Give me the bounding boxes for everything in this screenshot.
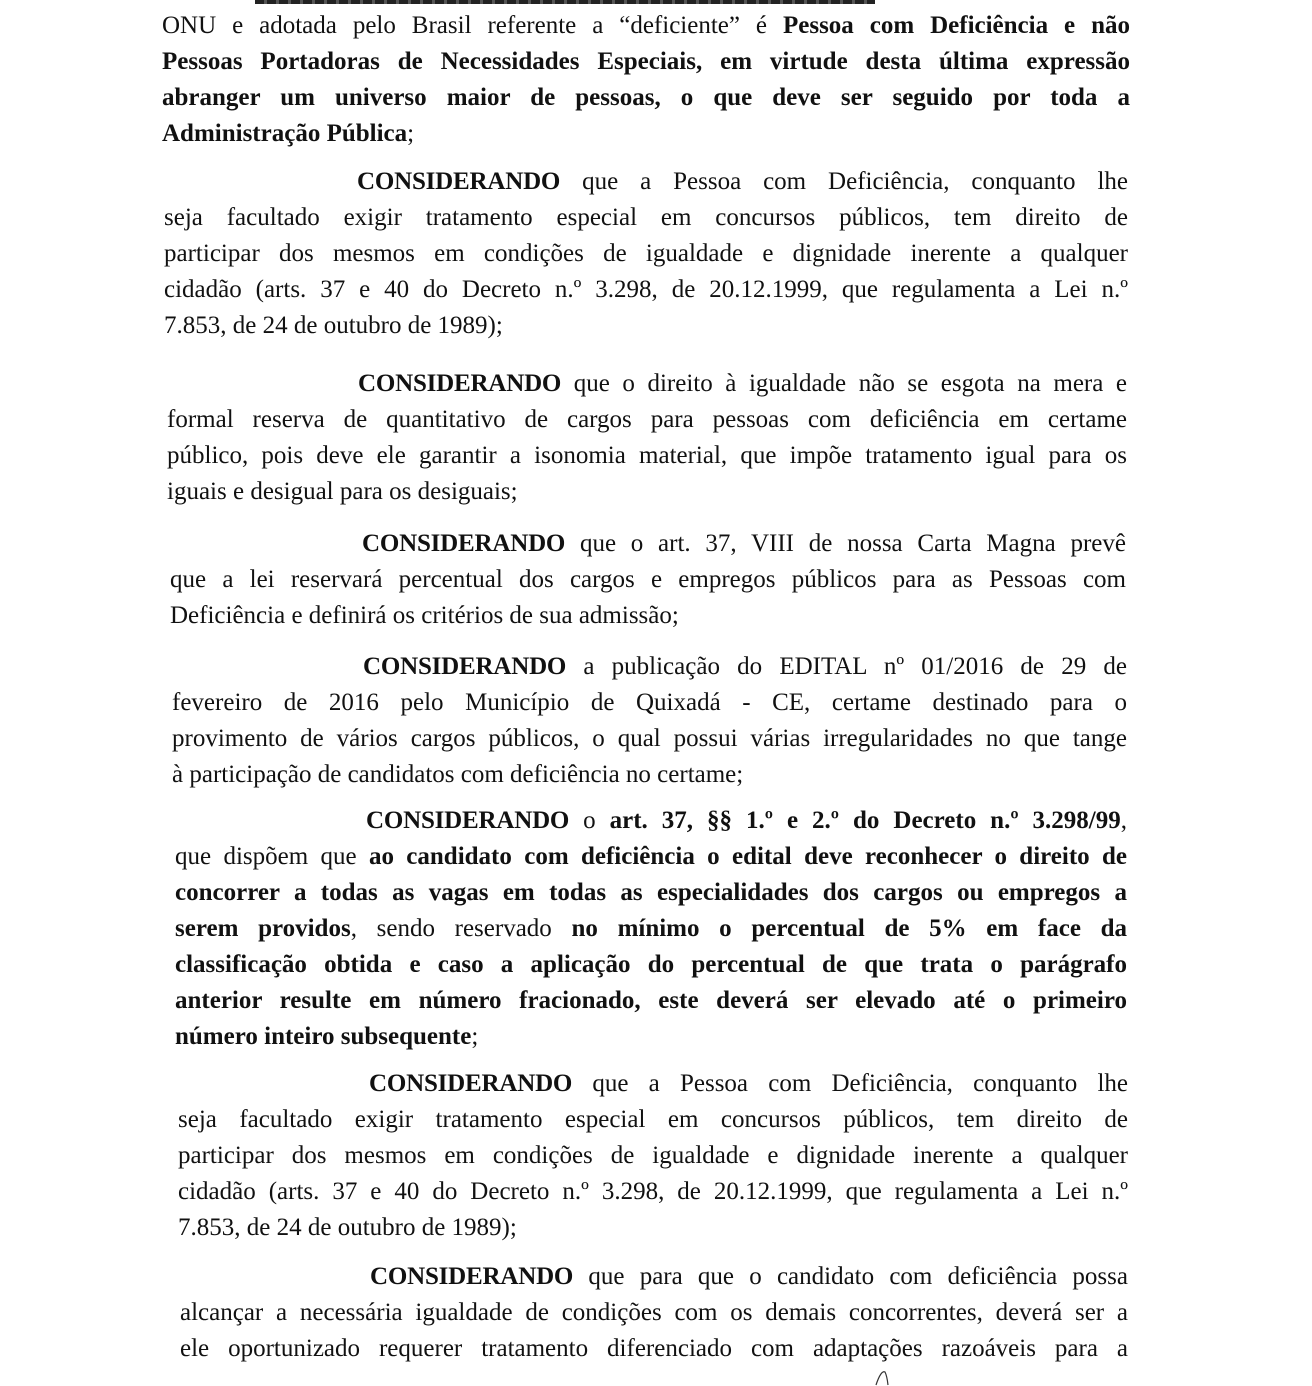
bold-run: serem providos bbox=[175, 915, 351, 942]
text-line: 7.853, de 24 de outubro de 1989); bbox=[178, 1214, 517, 1241]
text-run: , bbox=[1120, 807, 1127, 834]
paragraph-onu bbox=[162, 8, 1130, 152]
bold-run: no mínimo o percentual de 5% em face da bbox=[571, 915, 1127, 942]
text-run: que o art. 37, VIII de nossa Carta Magna prevê bbox=[565, 530, 1126, 557]
text-run: que o direito à igualdade não se esgota na mera e bbox=[561, 370, 1127, 397]
paragraph-considerando-6 bbox=[178, 1066, 1128, 1246]
text-line: participar dos mesmos em condições de igualdade e dignidade inerente a qualquer bbox=[164, 240, 1128, 267]
text-run: a publicação do EDITAL nº 01/2016 de 29 de bbox=[566, 653, 1127, 680]
text-run: que para que o candidato com deficiência possa bbox=[573, 1263, 1128, 1290]
bold-run: Pessoa com Deficiência e não bbox=[782, 12, 1130, 39]
text-line bbox=[175, 803, 1127, 839]
bold-run: número inteiro subsequente bbox=[175, 1023, 472, 1050]
text-run: ; bbox=[471, 1023, 479, 1050]
text-line bbox=[170, 526, 1126, 562]
text-line: concorrer a todas as vagas em todas as especialidades dos cargos ou empregos a bbox=[175, 879, 1127, 906]
paragraph-considerando-2 bbox=[167, 366, 1127, 510]
paragraph-considerando-3 bbox=[170, 526, 1126, 634]
text-line: fevereiro de 2016 pelo Município de Quixadá - CE, certame destinado para o bbox=[172, 689, 1127, 716]
text-line: participar dos mesmos em condições de igualdade e dignidade inerente a qualquer bbox=[178, 1142, 1128, 1169]
text-line: cidadão (arts. 37 e 40 do Decreto n.º 3.298, de 20.12.1999, que regulamenta a Lei n.º bbox=[178, 1178, 1128, 1205]
text-line bbox=[172, 649, 1127, 685]
text-run: o bbox=[569, 807, 610, 834]
text-run: que dispõem que bbox=[175, 843, 369, 870]
paragraph-considerando-7 bbox=[180, 1259, 1128, 1367]
top-rule-divider bbox=[255, 0, 875, 4]
text-run: , sendo reservado bbox=[350, 915, 572, 942]
text-line: formal reserva de quantitativo de cargos para pessoas com deficiência em certame bbox=[167, 406, 1127, 433]
text-line: 7.853, de 24 de outubro de 1989); bbox=[164, 312, 503, 339]
text-line bbox=[175, 911, 1127, 947]
considerando-keyword: CONSIDERANDO bbox=[358, 370, 562, 397]
text-line bbox=[175, 1019, 1127, 1055]
text-line: abranger um universo maior de pessoas, o que deve ser seguido por toda a bbox=[162, 84, 1130, 111]
text-line: anterior resulte em número fracionado, este deverá ser elevado até o primeiro bbox=[175, 987, 1127, 1014]
paragraph-considerando-1 bbox=[164, 164, 1128, 344]
bold-run: ao candidato com deficiência o edital deve reconhecer o direito de bbox=[368, 843, 1127, 870]
signature-stroke-icon bbox=[873, 1368, 895, 1386]
text-line bbox=[167, 366, 1127, 402]
text-line: classificação obtida e caso a aplicação do percentual de que trata o parágrafo bbox=[175, 951, 1127, 978]
text-line: que a lei reservará percentual dos cargos e empregos públicos para as Pessoas com bbox=[170, 566, 1126, 593]
paragraph-considerando-5 bbox=[175, 803, 1127, 1055]
text-line: público, pois deve ele garantir a isonomia material, que impõe tratamento igual para os bbox=[167, 442, 1127, 469]
text-run: ; bbox=[407, 120, 415, 147]
considerando-keyword: CONSIDERANDO bbox=[366, 807, 570, 834]
text-line bbox=[164, 164, 1128, 200]
paragraph-considerando-4 bbox=[172, 649, 1127, 793]
text-run: ONU e adotada pelo Brasil referente a “deficiente” é bbox=[162, 12, 783, 39]
considerando-keyword: CONSIDERANDO bbox=[370, 1263, 574, 1290]
considerando-keyword: CONSIDERANDO bbox=[363, 653, 567, 680]
text-line: alcançar a necessária igualdade de condições com os demais concorrentes, deverá ser a bbox=[180, 1299, 1128, 1326]
text-line bbox=[162, 116, 1130, 152]
bold-run: art. 37, §§ 1.º e 2.º do Decreto n.º 3.298/99 bbox=[609, 807, 1121, 834]
text-line bbox=[175, 839, 1127, 875]
text-line: provimento de vários cargos públicos, o qual possui várias irregularidades no que tange bbox=[172, 725, 1127, 752]
text-line: seja facultado exigir tratamento especial em concursos públicos, tem direito de bbox=[178, 1106, 1128, 1133]
text-line: à participação de candidatos com deficiência no certame; bbox=[172, 761, 744, 788]
text-run: que a Pessoa com Deficiência, conquanto lhe bbox=[572, 1070, 1128, 1097]
considerando-keyword: CONSIDERANDO bbox=[369, 1070, 573, 1097]
text-run: que a Pessoa com Deficiência, conquanto lhe bbox=[560, 168, 1128, 195]
bold-run: Administração Pública bbox=[162, 120, 408, 147]
considerando-keyword: CONSIDERANDO bbox=[362, 530, 566, 557]
text-line bbox=[180, 1259, 1128, 1295]
considerando-keyword: CONSIDERANDO bbox=[357, 168, 561, 195]
text-line: ele oportunizado requerer tratamento diferenciado com adaptações razoáveis para a bbox=[180, 1335, 1128, 1362]
text-line: Pessoas Portadoras de Necessidades Especiais, em virtude desta última expressão bbox=[162, 48, 1130, 75]
text-line bbox=[178, 1066, 1128, 1102]
text-line: seja facultado exigir tratamento especial em concursos públicos, tem direito de bbox=[164, 204, 1128, 231]
text-line bbox=[162, 8, 1130, 44]
text-line: Deficiência e definirá os critérios de sua admissão; bbox=[170, 602, 679, 629]
text-line: cidadão (arts. 37 e 40 do Decreto n.º 3.298, de 20.12.1999, que regulamenta a Lei n.º bbox=[164, 276, 1128, 303]
text-line: iguais e desigual para os desiguais; bbox=[167, 478, 518, 505]
